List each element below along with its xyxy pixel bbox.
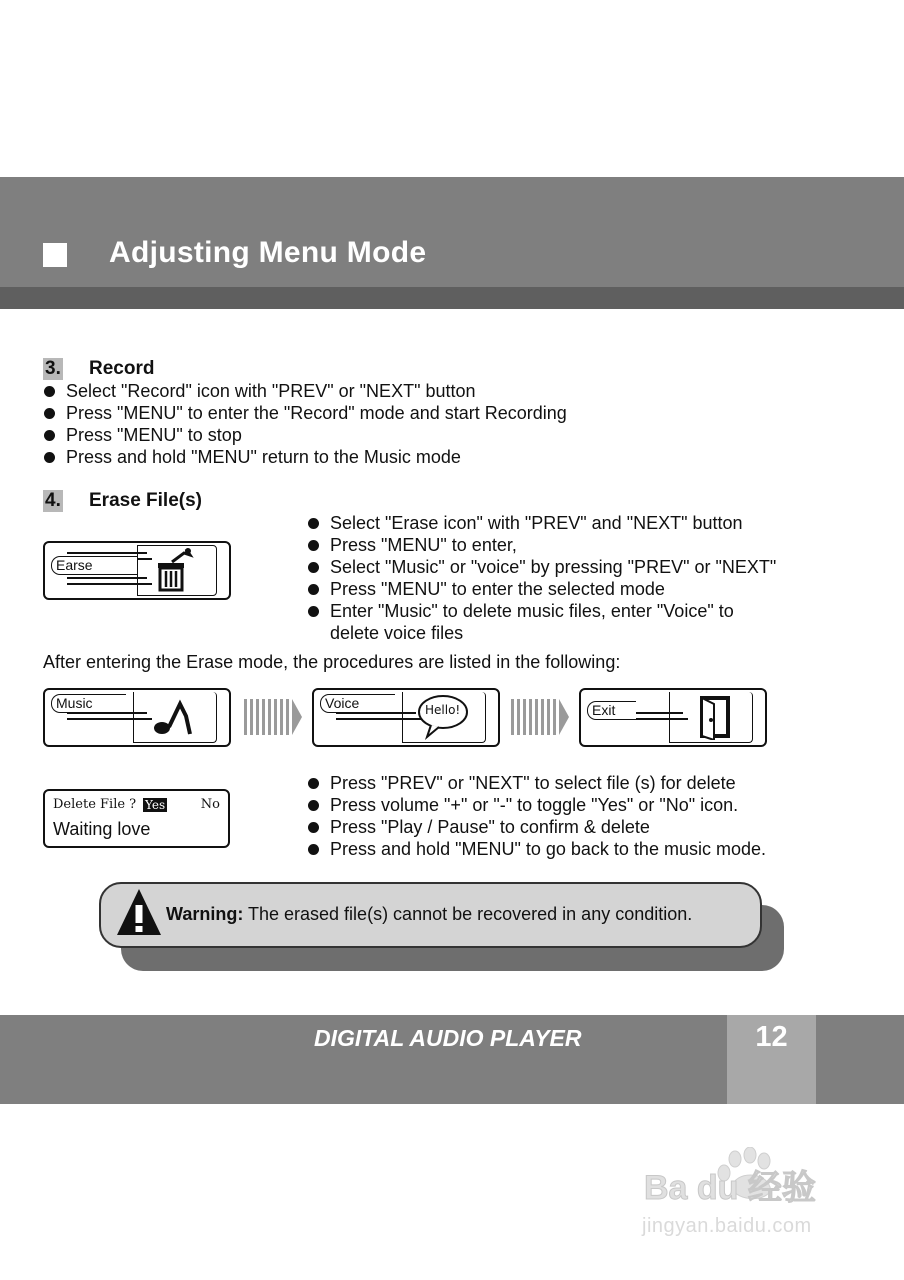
delete-lcd-screen [43, 789, 230, 848]
record-bullet-list [43, 380, 567, 468]
list-item: Press and hold "MENU" to go back to the music mode. [307, 838, 766, 860]
watermark-logo-text: Ba du 经验 [644, 1169, 816, 1207]
watermark-url: jingyan.baidu.com [642, 1215, 812, 1237]
list-item: Press "PREV" or "NEXT" to select file (s) for delete [307, 772, 766, 794]
list-item: Press and hold "MENU" return to the Music mode [43, 446, 567, 468]
procedure-intro: After entering the Erase mode, the procedures are listed in the following: [43, 652, 621, 672]
erase-section-number: 4. [45, 490, 61, 511]
list-item: Select "Record" icon with "PREV" or "NEXT" button [43, 380, 567, 402]
warning-label: Warning: [166, 904, 244, 924]
erase-section-title: Erase File(s) [89, 490, 202, 511]
list-item: Press "MENU" to stop [43, 424, 567, 446]
list-item: Press "MENU" to enter the "Record" mode and start Recording [43, 402, 567, 424]
list-item: Press volume "+" or "-" to toggle "Yes" or "No" icon. [307, 794, 766, 816]
door-icon [690, 694, 740, 740]
header-strip [0, 287, 904, 309]
list-item-continuation-text: delete voice files [330, 623, 464, 643]
header-square-icon [43, 243, 67, 267]
erase-icon-frame [137, 545, 217, 596]
warning-text [166, 904, 692, 925]
list-item: Select "Erase icon" with "PREV" and "NEXT" button [307, 512, 776, 534]
voice-bubble-text: Hello! [425, 703, 461, 717]
voice-icon-frame [402, 692, 486, 743]
warning-icon [115, 887, 163, 937]
flow-arrow-icon [244, 695, 302, 739]
track-name: Waiting love [53, 819, 151, 839]
exit-icon-frame [669, 692, 753, 743]
music-lcd-label: Music [51, 694, 126, 713]
erase-bullet-list [307, 512, 776, 644]
record-section-title: Record [89, 358, 155, 379]
erase-heading [43, 490, 343, 514]
list-item: Press "Play / Pause" to confirm & delete [307, 816, 766, 838]
erase-lcd-screen [43, 541, 231, 600]
flow-arrow-icon [511, 695, 569, 739]
delete-no-option: No [200, 797, 220, 812]
page-number: 12 [755, 1021, 788, 1053]
list-item: Press "MENU" to enter, [307, 534, 776, 556]
music-note-icon [150, 694, 210, 740]
exit-lcd-label: Exit [587, 701, 636, 720]
music-icon-frame [133, 692, 217, 743]
delete-prompt: Delete File ? [53, 797, 137, 812]
delete-bullet-list [307, 772, 766, 860]
footer-title: DIGITAL AUDIO PLAYER [314, 1025, 582, 1051]
delete-yes-option: Yes [145, 798, 166, 812]
header-band [0, 177, 904, 287]
warning-message: The erased file(s) cannot be recovered in any condition. [243, 904, 693, 924]
list-item: Press "MENU" to enter the selected mode [307, 578, 776, 600]
page-title: Adjusting Menu Mode [109, 236, 427, 269]
stripe [67, 577, 147, 579]
voice-lcd-screen [312, 688, 500, 747]
voice-lcd-label: Voice [320, 694, 395, 713]
list-item-continuation [307, 622, 776, 644]
record-heading [43, 358, 343, 382]
erase-lcd-label: Earse [51, 556, 138, 575]
stripe [67, 552, 147, 554]
music-lcd-screen [43, 688, 231, 747]
record-section-number: 3. [45, 358, 61, 379]
list-item: Enter "Music" to delete music files, enter "Voice" to [307, 600, 776, 622]
baidu-watermark-logo [640, 1147, 850, 1207]
exit-lcd-screen [579, 688, 767, 747]
list-item: Select "Music" or "voice" by pressing "PREV" or "NEXT" [307, 556, 776, 578]
trash-icon [150, 547, 210, 593]
